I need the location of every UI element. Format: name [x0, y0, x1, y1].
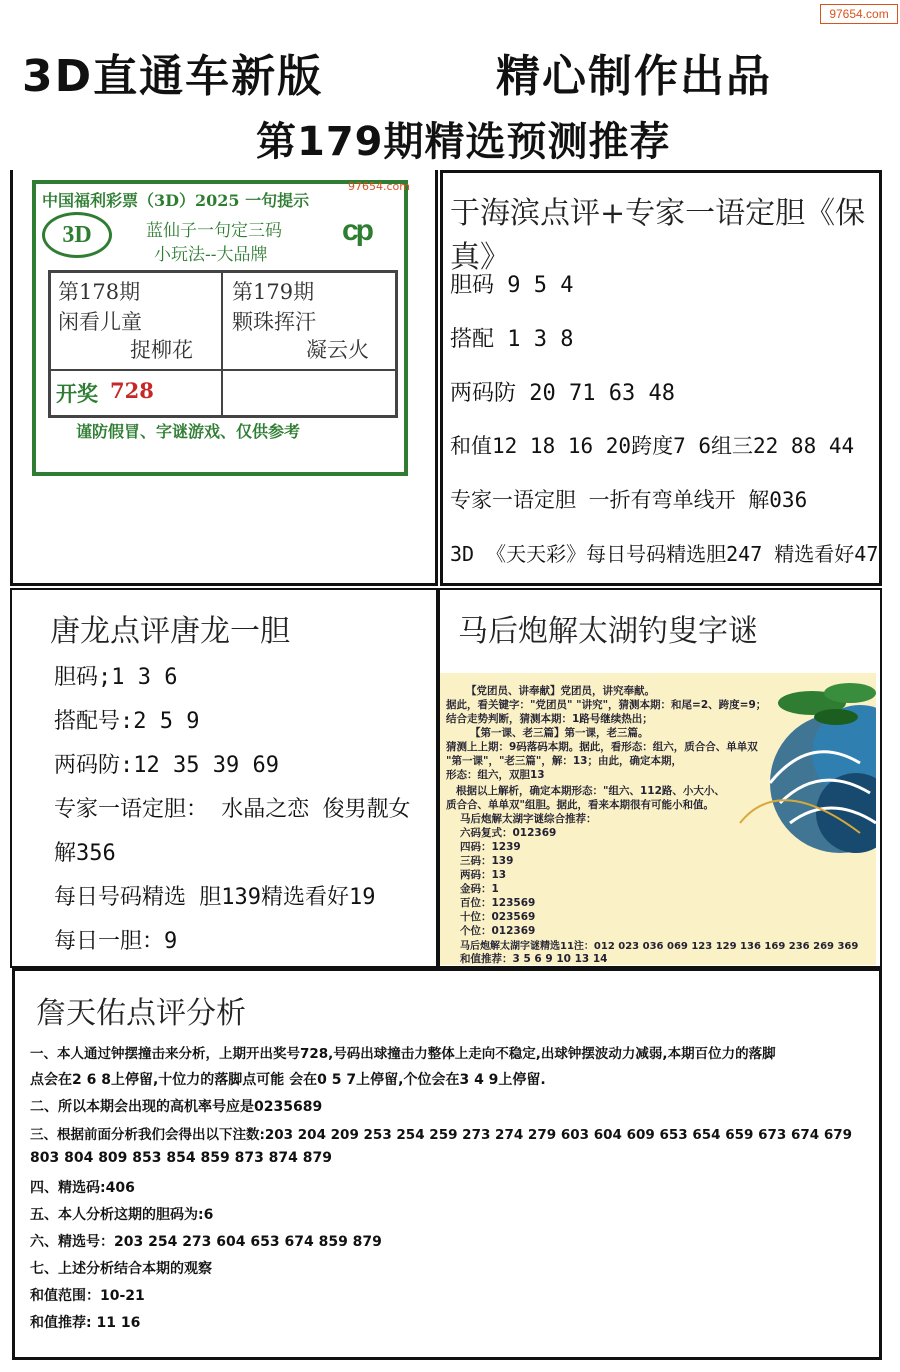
tang-line: 专家一语定胆： 水晶之恋 俊男靓女: [54, 797, 411, 822]
yu-panel-title: 于海滨点评+专家一语定胆《保真》: [450, 196, 866, 275]
puzzle-line: 猜测上上期：9码落码本期。据此，看形态：组六，质合合、单单双: [446, 741, 758, 753]
ticket-watermark: 97654.com: [348, 180, 410, 193]
puzzle-image: [440, 673, 876, 965]
puzzle-line: "第一课"，"老三篇"，解：13；由此，确定本期，: [446, 755, 682, 767]
analysis-line: 803 804 809 853 854 859 873 874 879: [30, 1150, 333, 1166]
puzzle-line: 形态：组六，双胆13: [446, 769, 545, 781]
yu-line: 胆码 9 5 4: [450, 273, 574, 298]
ticket-line-1: 蓝仙子一句定三码: [146, 221, 282, 241]
ticket-header: 中国福利彩票（3D）2025 一句提示: [42, 191, 310, 210]
page-title-right: 精心制作出品: [496, 51, 772, 102]
tang-line: 解356: [54, 841, 116, 866]
empty-cell: [222, 370, 396, 416]
puzzle-line: 个位：012369: [460, 925, 536, 937]
puzzle-line: 【党团员、讲奉献】党团员，讲究奉献。: [466, 685, 655, 697]
yu-line: 两码防 20 71 63 48: [450, 381, 675, 406]
ticket-footer: 谨防假冒、字谜游戏、仅供参考: [76, 422, 301, 441]
puzzle-line: 【第一课、老三篇】第一课，老三篇。: [470, 727, 649, 739]
yu-line: 3D 《天天彩》每日号码精选胆247 精选看好47: [450, 542, 879, 566]
analysis-line: 六、精选号：203 254 273 604 653 674 859 879: [30, 1234, 382, 1250]
next-riddle-2: 凝云火: [306, 338, 369, 362]
ticket-grid: [48, 270, 398, 418]
ticket-line-2: 小玩法--大品牌: [154, 245, 268, 265]
analysis-line: 三、根据前面分析我们会得出以下注数:203 204 209 253 254 259 273 274 279 603 604 609 653 654 659 673 674 679: [30, 1127, 853, 1143]
prev-riddle-2: 捉柳花: [130, 338, 193, 362]
next-period: 第179期: [232, 280, 315, 304]
tang-line: 搭配号:2 5 9: [54, 709, 200, 734]
puzzle-line: 两码：13: [460, 869, 507, 881]
puzzle-line: 马后炮解太湖字谜综合推荐：: [460, 813, 597, 825]
puzzle-line: 结合走势判断，猜测本期：1路号继续热出；: [446, 713, 653, 725]
page-subtitle: 第179期精选预测推荐: [256, 119, 671, 165]
puzzle-line: 根据以上解析，确定本期形态："组六、112路、小大小、: [456, 785, 725, 797]
analysis-line: 和值推荐: 11 16: [30, 1315, 141, 1331]
puzzle-line: 十位：023569: [460, 911, 536, 923]
puzzle-line: 六码复式：012369: [460, 827, 557, 839]
puzzle-line: 据此，看关键字："党团员" "讲究"，猜测本期：和尾=2、跨度=9；: [446, 699, 767, 711]
puzzle-line: 马后炮解太湖字谜精选11注：012 023 036 069 123 129 136 169 236 269 369: [460, 941, 859, 952]
analysis-line: 五、本人分析这期的胆码为:6: [30, 1207, 214, 1223]
puzzle-line: 金码：1: [460, 883, 499, 895]
puzzle-panel-title: 马后炮解太湖钓叟字谜: [458, 614, 758, 649]
next-riddle-1: 颗珠挥汗: [232, 310, 316, 334]
yu-line: 搭配 1 3 8: [450, 327, 574, 352]
analysis-line: 点会在2 6 8上停留,十位力的落脚点可能 会在0 5 7上停留,个位会在3 4 9上停留.: [30, 1072, 546, 1088]
analysis-line: 和值范围：10-21: [30, 1288, 145, 1304]
tang-line: 每日号码精选 胆139精选看好19: [54, 885, 376, 910]
tang-line: 胆码;1 3 6: [54, 665, 178, 690]
puzzle-line: 和值推荐：3 5 6 9 10 13 14: [460, 953, 608, 965]
puzzle-line: 百位：123569: [460, 897, 536, 909]
prev-period: 第178期: [58, 280, 141, 304]
tang-line: 每日一胆：9: [54, 929, 178, 954]
puzzle-line: 质合合、单单双"组胆。据此，看来本期很有可能小和值。: [446, 799, 714, 811]
draw-label: 开奖: [56, 381, 98, 406]
yu-line: 和值12 18 16 20跨度7 6组三22 88 44: [450, 434, 855, 458]
draw-value: 728: [110, 378, 154, 403]
page-title-left: 3D直通车新版: [22, 51, 324, 102]
welfare-lottery-logo-icon: cp: [342, 214, 372, 247]
tang-line: 两码防:12 35 39 69: [54, 753, 279, 778]
yu-line: 专家一语定胆 一折有弯单线开 解036: [450, 488, 808, 512]
3d-logo-icon: 3D: [42, 212, 112, 258]
analysis-line: 四、精选码:406: [30, 1180, 135, 1196]
site-watermark: 97654.com: [820, 4, 898, 24]
analysis-line: 二、所以本期会出现的高机率号应是0235689: [30, 1099, 323, 1115]
puzzle-line: 三码：139: [460, 855, 514, 867]
tang-panel-title: 唐龙点评唐龙一胆: [50, 614, 290, 649]
zhan-panel-title: 詹天佑点评分析: [36, 996, 246, 1031]
analysis-line: 一、本人通过钟摆撞击来分析，上期开出奖号728,号码出球撞击力整体上走向不稳定,出球钟摆波动力减弱,本期百位力的落脚: [30, 1046, 776, 1062]
puzzle-line: 四码：1239: [460, 841, 521, 853]
analysis-line: 七、上述分析结合本期的观察: [30, 1261, 212, 1277]
lottery-ticket: [32, 180, 408, 476]
prev-riddle-1: 闲看儿童: [58, 310, 142, 334]
